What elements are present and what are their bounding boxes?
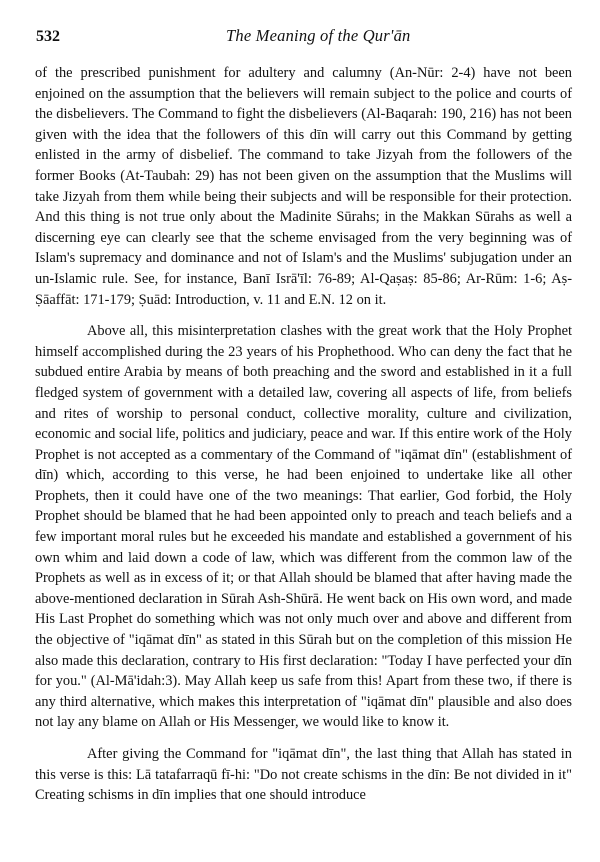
paragraph-continued: of the prescribed punishment for adultery and calumny (An-Nūr: 2-4) have not been enjoined on the assumption that the believers will remain subject to the police and courts of the disbelievers. The Command to fight the disbelievers (Al-Baqarah: 190, 216) has not been given with the idea that the followers of this dīn will carry out this Command by getting enlisted in the army of disbelief. The command to take Jizyah from the followers of the former Books (At-Taubah: 29) has not been given on the assumption that the Muslims will take Jizyah from them while being their subjects and will be responsible for their protection. And this thing is not true only about the Madinite Sūrahs; in the Makkan Sūrahs as well a discerning eye can clearly see that the scheme envisaged from the very beginning was of Islam's supremacy and dominance and not of Islam's and the Muslims' subjugation under an un-Islamic rule. See, for instance, Banī Isrā'īl: 76-89; Al-Qaṣaṣ: 85-86; Ar-Rūm: 1-6; Aṣ-Ṣāaffāt: 171-179; Ṣuād: Introduction, v. 11 and E.N. 12 on it. xyxy=(35,65,572,308)
page-number: 532 xyxy=(36,28,60,45)
running-title: The Meaning of the Qur'ān xyxy=(226,26,411,45)
body-text xyxy=(35,63,572,806)
paragraph-above-all: Above all, this misinterpretation clashes with the great work that the Holy Prophet himself accomplished during the 23 years of his Prophethood. Who can deny the fact that he subdued entire Arabia by means of both preaching and the sword and established in it a full fledged system of government with a detailed law, covering all aspects of life, from beliefs and rites of worship to personal conduct, collective morality, culture and civilization, economic and social life, politics and judiciary, peace and war. If this entire work of the Holy Prophet is not accepted as a commentary of the Command of "iqāmat dīn" (establishment of dīn) which, according to this verse, he had been enjoined to undertake like all other Prophets, then it could have one of the two meanings: That earlier, God forbid, the Holy Prophet should be blamed that he had been appointed only to preach and teach beliefs and a few important moral rules but he exceeded his mandate and established a government of his own whim and laid down a code of law, which was different from the common law of the Prophets as well as in excess of it; or that Allah should be blamed that after having made the above-mentioned declaration in Sūrah Ash-Shūrā. He went back on His own word, and made His Last Prophet do something which was not only much over and above and different from the objective of "iqāmat dīn" as stated in this Sūrah but on the completion of this mission He also made this declaration, contrary to His first declaration: "Today I have perfected your dīn for you." (Al-Mā'idah:3). May Allah keep us safe from this! Apart from these two, if there is any third alternative, which makes this interpretation of "iqāmat dīn" plausible and also does not lay any blame on Allah or His Messenger, we would like to know it. xyxy=(35,323,572,731)
paragraph-after-command: After giving the Command for "iqāmat dīn", the last thing that Allah has stated in this verse is this: Lā tatafarraqū fī-hi: "Do not create schisms in the dīn: Be not divided in it" Creating schisms in dīn implies that one should introduce xyxy=(35,746,572,804)
page-header xyxy=(36,26,572,50)
